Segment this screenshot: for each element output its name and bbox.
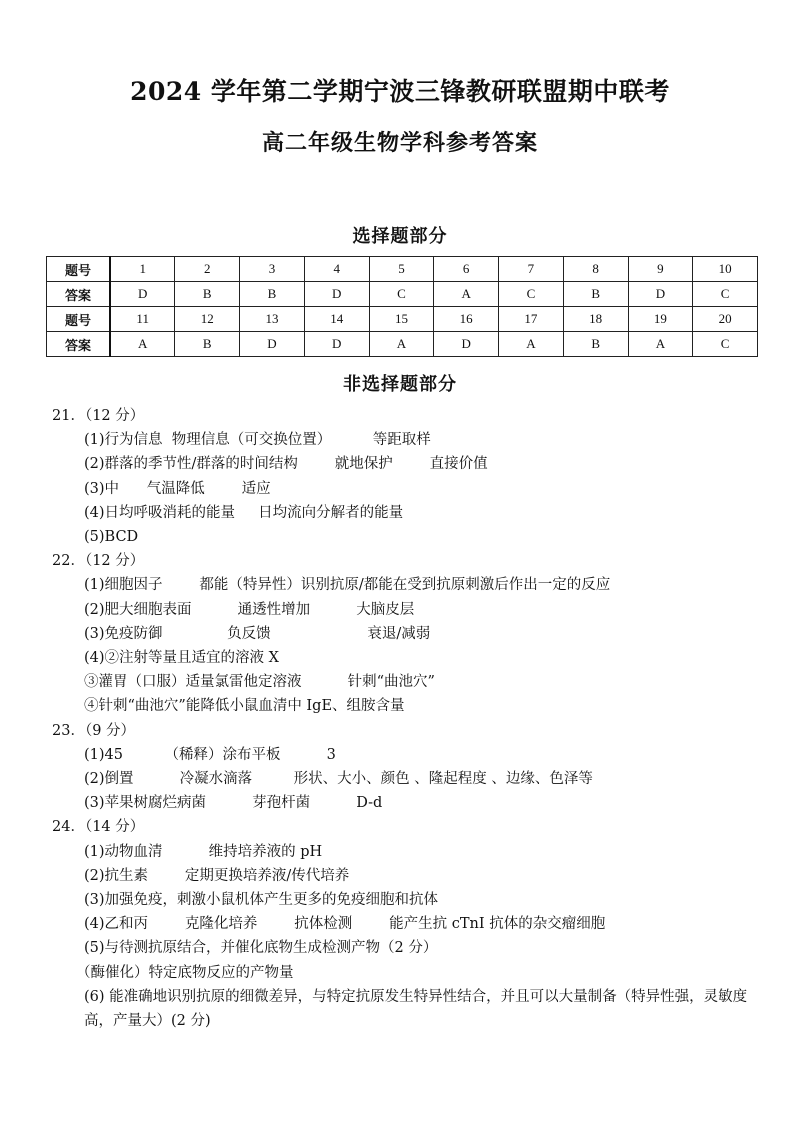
question-heading-22: 22．（12 分） [52,553,145,570]
question-number: 18 [563,307,628,332]
answer-cell: B [563,332,628,357]
answer-cell: A [499,332,564,357]
answer-cell: C [693,282,758,307]
question-number: 15 [369,307,434,332]
question-number: 3 [240,257,305,282]
table-row-answers-1 [47,282,758,307]
answer-cell: A [110,332,175,357]
answer-cell: C [693,332,758,357]
question-number: 19 [628,307,693,332]
nonchoice-answers [46,404,766,1033]
answer-line: （酶催化）特定底物反应的产物量 [76,964,294,981]
question-number: 7 [499,257,564,282]
answer-line-wrapped: (6) 能准确地识别抗原的细微差异，与特定抗原发生特异性结合，并且可以大量制备（特异性强，灵敏度高，产量大）(2 分) [84,988,748,1030]
answer-cell: D [628,282,693,307]
answer-line: (3)中 气温降低 适应 [84,480,271,497]
question-heading-21: 21．（12 分） [52,408,145,424]
row-label-answer: 答案 [47,332,111,357]
question-number: 12 [175,307,240,332]
question-number: 11 [110,307,175,332]
question-number: 9 [628,257,693,282]
answer-line: (2)群落的季节性/群落的时间结构 就地保护 直接价值 [84,456,488,473]
answer-line: ④针刺“曲池穴”能降低小鼠血清中 IgE、组胺含量 [84,698,405,715]
question-number: 5 [369,257,434,282]
answer-cell: A [369,332,434,357]
question-number: 20 [693,307,758,332]
question-heading-23: 23．（9 分） [52,722,136,739]
answer-cell: C [499,282,564,307]
row-label-number: 题号 [47,307,111,332]
page-subtitle: 高二年级生物学科参考答案 [261,130,538,156]
answer-cell: A [628,332,693,357]
question-number: 10 [693,257,758,282]
question-number: 8 [563,257,628,282]
answer-table [46,256,758,357]
answer-cell: D [304,332,369,357]
question-number: 16 [434,307,499,332]
question-number: 4 [304,257,369,282]
page-title: 2024 学年第二学期宁波三锋教研联盟期中联考 [130,77,670,106]
answer-line: (4)②注射等量且适宜的溶液 X [84,650,279,667]
nonchoice-section-title: 非选择题部分 [343,374,457,395]
choice-section-title: 选择题部分 [352,226,448,247]
question-number: 6 [434,257,499,282]
answer-cell: C [369,282,434,307]
answer-cell: B [563,282,628,307]
question-number: 14 [304,307,369,332]
question-number: 1 [110,257,175,282]
question-number: 17 [499,307,564,332]
answer-line: (3)免疫防御 负反馈 衰退/减弱 [84,625,431,642]
answer-line: (5)BCD [84,529,139,546]
answer-line: (4)日均呼吸消耗的能量 日均流向分解者的能量 [84,504,404,521]
answer-line: ③灌胃（口服）适量氯雷他定溶液 针刺“曲池穴” [84,674,435,691]
answer-cell: B [240,282,305,307]
answer-cell: D [304,282,369,307]
table-row-answers-2 [47,332,758,357]
question-number: 13 [240,307,305,332]
answer-cell: A [434,282,499,307]
row-label-answer: 答案 [47,282,111,307]
row-label-number: 题号 [47,257,111,282]
table-row-numbers-1 [47,257,758,282]
answer-line: (5)与待测抗原结合，并催化底物生成检测产物（2 分） [84,940,438,957]
answer-line: (4)乙和丙 克隆化培养 抗体检测 能产生抗 cTnI 抗体的杂交瘤细胞 [84,916,606,933]
answer-cell: D [110,282,175,307]
answer-line: (1)45 （稀释）涂布平板 3 [84,746,336,763]
answer-line: (1)动物血清 维持培养液的 pH [84,843,323,860]
table-row-numbers-2 [47,307,758,332]
answer-cell: B [175,282,240,307]
answer-line: (3)苹果树腐烂病菌 芽孢杆菌 D-d [84,795,383,812]
answer-cell: D [434,332,499,357]
answer-line: (3)加强免疫，刺激小鼠机体产生更多的免疫细胞和抗体 [84,892,439,909]
answer-cell: B [175,332,240,357]
answer-line: (2)肥大细胞表面 通透性增加 大脑皮层 [84,601,415,618]
answer-line: (2)倒置 冷凝水滴落 形状、大小、颜色 、隆起程度 、边缘、色泽等 [84,771,593,788]
answer-line: (1)行为信息 物理信息（可交换位置） 等距取样 [84,432,431,449]
answer-line: (2)抗生素 定期更换培养液/传代培养 [84,867,350,884]
question-number: 2 [175,257,240,282]
answer-cell: D [240,332,305,357]
answer-line: (1)细胞因子 都能（特异性）识别抗原/都能在受到抗原刺激后作出一定的反应 [84,577,611,594]
question-heading-24: 24．（14 分） [52,819,145,836]
